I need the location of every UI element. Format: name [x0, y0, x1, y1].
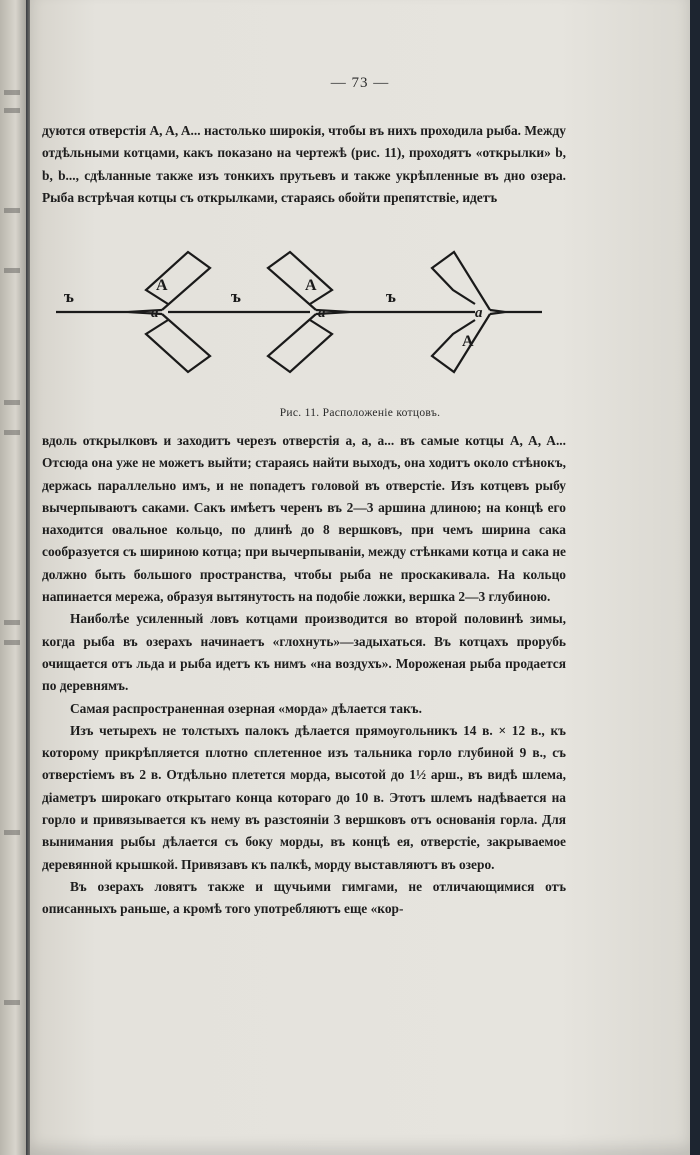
trap-3-apex	[490, 310, 505, 314]
label-A2: A	[305, 277, 317, 294]
paragraph: Самая распространенная озерная «морда» дѣлается такъ.	[70, 700, 422, 716]
label-A1: A	[156, 277, 168, 294]
trap-3-upper-wing	[432, 252, 490, 310]
label-a1: a	[151, 305, 159, 321]
figure-caption: Рис. 11. Расположеніе котцовъ.	[279, 407, 441, 419]
page-number: — 73 —	[330, 75, 390, 91]
label-b2: ъ	[231, 287, 241, 306]
figure-lines	[56, 252, 542, 372]
paragraph: Въ озерахъ ловятъ также и щучьими гимгами, не отличающимися отъ описанныхъ раньше, а кромѣ того употребляютъ еще «кор-	[42, 878, 566, 917]
paragraph: Изъ четырехъ не толстыхъ палокъ дѣлается прямоугольникъ 14 в. × 12 в., къ которому прикрѣпляется плотно сплетенное изъ тальника горло глубиной 9 в., съ отверстіемъ въ 2 в. Отдѣльно плетется морда, высотой до 1½ арш., въ видѣ шлема, діаметръ широкаго открытаго конца котораго до 10 в. Этотъ шлемъ надѣвается на горло и привязывается къ нему въ разстояніи 3 вершковъ отъ основанія горла. Для вынимания рыбы дѣлается съ боку морды, въ концѣ ея, отверстіе, закрываемое деревянной крышкой. Привязавъ къ палкѣ, морду выставляютъ въ озеро.	[42, 722, 566, 872]
text-block-top	[42, 120, 566, 209]
text-block-bottom	[42, 430, 566, 921]
label-b1: ъ	[64, 287, 74, 306]
label-A3: A	[462, 333, 474, 350]
paragraph: вдоль открылковъ и заходитъ черезъ отверстія a, a, a... въ самые котцы A, A, A... Отсюда она уже не можетъ выйти; стараясь найти выходъ, она ходитъ около стѣнокъ, держась параллельно имъ, и не попадетъ головой въ отверстіе. Изъ котцевъ рыбу вычерпываютъ саками. Сакъ имѣетъ черенъ въ 2—3 аршина длиною; на концѣ его находится овальное кольцо, по длинѣ до 8 вершковъ, при чемъ ширина сака сообразуется съ шириною котца; при вычерпываніи, между стѣнками котца и сака не должно быть большого пространства, чтобы рыба не проскакивала. На кольцо напинается мережа, образуя вытянутость на подобіе ложки, вершка 2—3 глубиною.	[42, 433, 566, 605]
label-a3: a	[475, 305, 483, 321]
trap-3-lower-wing	[432, 314, 490, 372]
label-b3: ъ	[386, 287, 396, 306]
fish-trap-figure	[50, 238, 550, 378]
trap-2-upper-wing	[268, 252, 332, 310]
paragraph: дуются отверстія A, A, A... настолько широкія, чтобы въ нихъ проходила рыба. Между отдѣльными котцами, какъ показано на чертежѣ (рис. 11), проходятъ «открылки» b, b, b..., сдѣланные также изъ тонкихъ прутьевъ и также укрѣпленные въ дно озера. Рыба встрѣчая котцы съ открылками, стараясь обойти препятствіе, идетъ	[42, 123, 566, 205]
book-page	[30, 0, 690, 1155]
paragraph: Наиболѣе усиленный ловъ котцами производится во второй половинѣ зимы, когда рыба въ озерахъ начинаетъ «глохнуть»—задыхаться. Въ котцахъ прорубь очищается отъ льда и рыба идетъ къ нимъ «на воздухъ». Мороженая рыба продается по деревнямъ.	[42, 611, 566, 694]
left-page-edge	[0, 0, 26, 1155]
label-a2: a	[318, 305, 326, 321]
trap-2-lower-wing	[268, 314, 332, 372]
trap-1-lower-wing	[146, 314, 210, 372]
